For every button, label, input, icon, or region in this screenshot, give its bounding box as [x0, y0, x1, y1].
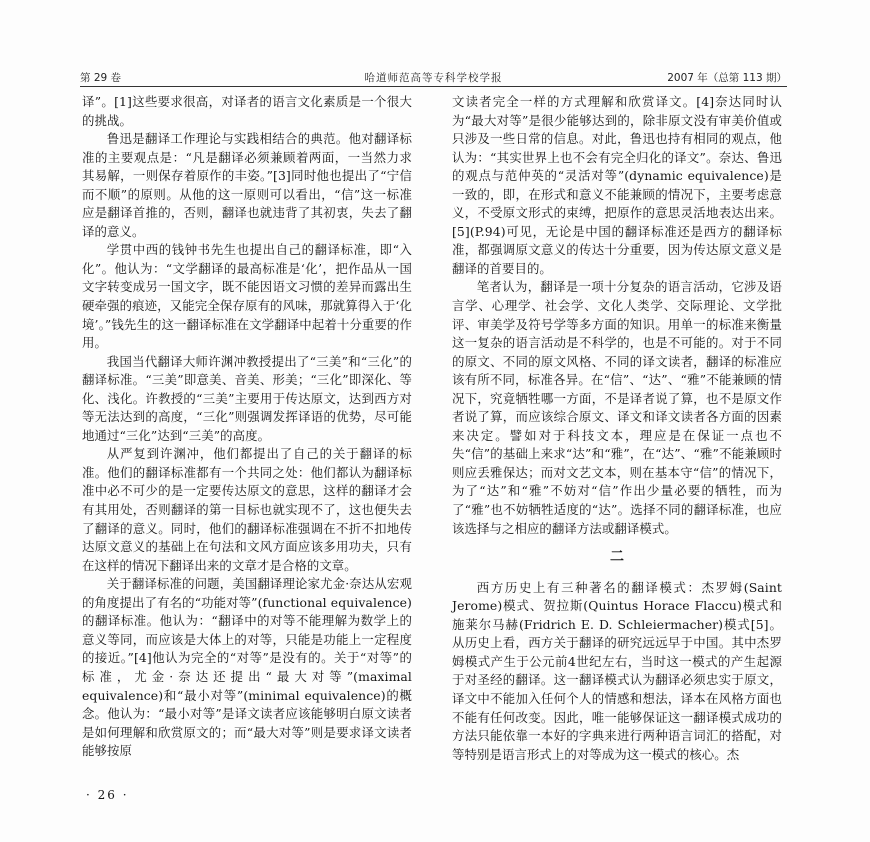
header-issue-date: 2007 年（总第 113 期）	[667, 72, 787, 84]
left-column	[82, 93, 412, 761]
header-volume: 第 29 卷	[80, 72, 122, 84]
page-number: · 26 ·	[86, 788, 129, 802]
paragraph: 译”。[1]这些要求很高，对译者的语言文化素质是一个很大的挑战。	[82, 94, 412, 128]
section-heading: 二	[609, 549, 625, 566]
header-journal-title: 哈道师范高等专科学校学报	[364, 72, 503, 84]
header-rule	[80, 86, 787, 87]
paragraph: 鲁迅是翻译工作理论与实践相结合的典范。他对翻译标准的主要观点是：“凡是翻译必须兼顾着两面，一当然力求其易解，一则保存着原作的丰姿。”[3]同时他也提出了“宁信而不顺”的原则。从他的这一原则可以看出，“信”这一标准应是翻译首推的，否则，翻译也就违背了其初衷，失去了翻译的意义。	[82, 131, 412, 239]
running-header	[80, 67, 787, 87]
paragraph: 学贯中西的钱钟书先生也提出自己的翻译标准，即“入化”。他认为：“文学翻译的最高标准是‘化’，把作品从一国文字转变成另一国文字，既不能因语文习惯的差异而露出生硬牵强的痕迹，又能完全保存原有的风味，那就算得入于‘化境’。”钱先生的这一翻译标准在文学翻译中起着十分重要的作用。	[82, 242, 412, 351]
paragraph: 从严复到许渊冲，他们都提出了自己的关于翻译的标准。他们的翻译标准都有一个共同之处：他们都认为翻译标准中必不可少的是一定要传达原文的意思，这样的翻译才会有其用处，否则翻译的第一目标也就实现不了，这也便失去了翻译的意义。同时，他们的翻译标准强调在不折不扣地传达原文意义的基础上在句法和文风方面应该多用功夫，只有在这样的情况下翻译出来的文章才是合格的文章。	[82, 446, 412, 573]
paragraph: 文读者完全一样的方式理解和欣赏译文。[4]奈达同时认为“最大对等”是很少能够达到的，除非原文没有审美价值或只涉及一些日常的信息。对此，鲁迅也持有相同的观点，他认为：“其实世界上也不会有完全归化的译文”。奈达、鲁迅的观点与范仲英的“灵活对等”(dynamic equivalence)是一致的，即，在形式和意义不能兼顾的情况下，主要考虑意义，不受原文形式的束缚，把原作的意思灵活地表达出来。[5](P.94)可见，无论是中国的翻译标准还是西方的翻译标准，都强调原文意义的传达十分重要，因为传达原文意义是翻译的首要目的。	[452, 94, 782, 276]
right-column	[452, 93, 782, 764]
paragraph: 笔者认为，翻译是一项十分复杂的语言活动，它涉及语言学、心理学、社会学、文化人类学、交际理论、文学批评、审美学及符号学等多方面的知识。用单一的标准来衡量这一复杂的语言活动是不科学的，也是不可能的。对于不同的原文、不同的原文风格、不同的译文读者，翻译的标准应该有所不同，标准各异。在“信”、“达”、“雅”不能兼顾的情况下，究竟牺牲哪一方面，不是译者说了算，也不是原文作者说了算，而应该综合原文、译文和译文读者各方面的因素来决定。譬如对于科技文本，理应是在保证一点也不失“信”的基础上来求“达”和“雅”，在“达”、“雅”不能兼顾时则应丢雅保达；而对文艺文本，则在基本守“信”的情况下，为了“达”和“雅”不妨对“信”作出少量必要的牺牲，而为了“雅”也不妨牺牲适度的“达”。选择不同的翻译标准，也应该选择与之相应的翻译方法或翻译模式。	[452, 279, 782, 536]
paragraph: 我国当代翻译大师许渊冲教授提出了“三美”和“三化”的翻译标准。“三美”即意美、音美、形美；“三化”即深化、等化、浅化。许教授的“三美”主要用于传达原文，达到西方对等无法达到的高度，“三化”则强调发挥译语的优势，尽可能地通过“三化”达到“三美”的高度。	[82, 353, 412, 443]
paragraph: 关于翻译标准的问题，美国翻译理论家尤金·奈达从宏观的角度提出了有名的“功能对等”(functional equivalence)的翻译标准。他认为：“翻译中的对等不能理解为数学上的意义等同，而应该是大体上的对等，只能是功能上一定程度的接近。”[4]他认为完全的“对等”是没有的。关于“对等”的标准，尤金·奈达还提出“最大对等”(maximal equivalence)和“最小对等”(minimal equivalence)的概念。他认为：“最小对等”是译文读者应该能够明白原文读者是如何理解和欣赏原文的；而“最大对等”则是要求译文读者能够按原	[82, 576, 412, 759]
paragraph: 西方历史上有三种著名的翻译模式：杰罗姆(Saint Jerome)模式、贺拉斯(Quintus Horace Flaccu)模式和施莱尔马赫(Fridrich E. D. Schleiermacher)模式[5]。从历史上看，西方关于翻译的研究远远早于中国。其中杰罗姆模式产生于公元前4世纪左右，当时这一模式的产生起源于对圣经的翻译。这一翻译模式认为翻译必须忠实于原文，译文中不能加入任何个人的情感和想法，译本在风格方面也不能有任何改变。因此，唯一能够保证这一翻译模式成功的方法只能依靠一本好的字典来进行两种语言词汇的搭配，对等特别是语言形式上的对等成为这一模式的核心。杰	[452, 579, 782, 762]
